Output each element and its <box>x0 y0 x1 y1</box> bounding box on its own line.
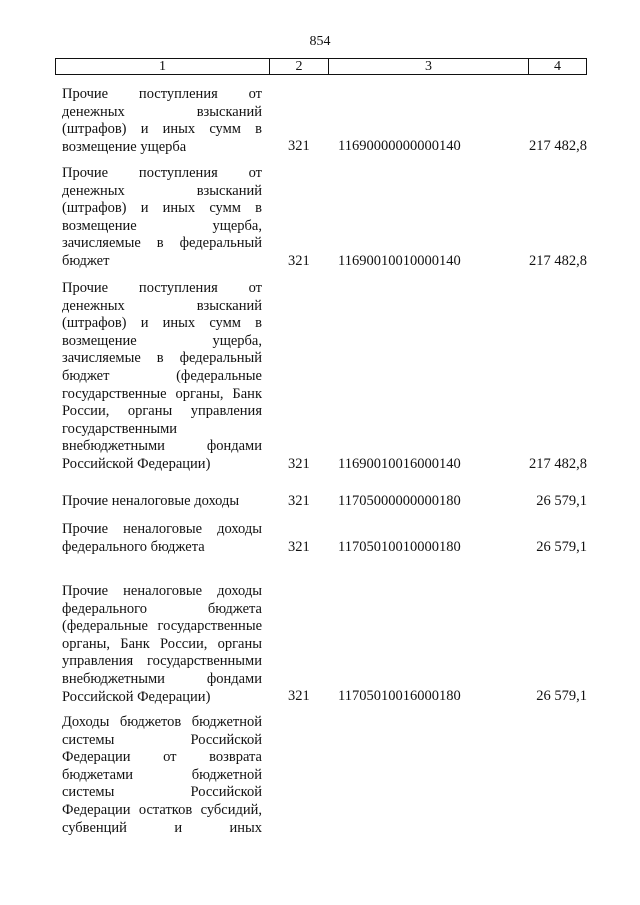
row-name-line: России, органы управления <box>62 403 262 420</box>
row-name-line: управления государственными <box>62 653 262 670</box>
row-name-line: бюджет (федеральные <box>62 367 262 384</box>
row-name <box>62 493 262 511</box>
row-kbk: 11705010016000180 <box>338 688 461 705</box>
row-code: 321 <box>288 539 310 556</box>
row-kbk: 11705000000000180 <box>338 493 461 510</box>
row-sum: 26 579,1 <box>536 539 587 556</box>
row-name-line: бюджет <box>62 252 110 269</box>
row-name-line: Федерации остатков субсидий, <box>62 801 262 818</box>
row-code: 321 <box>288 138 310 155</box>
row-sum: 26 579,1 <box>536 493 587 510</box>
row-code: 321 <box>288 493 310 510</box>
row-name-line: Прочие неналоговые доходы <box>62 521 262 537</box>
row-name <box>62 714 262 837</box>
row-name-line: денежных взысканий <box>62 182 262 199</box>
table-row <box>62 280 587 474</box>
row-name <box>62 280 262 474</box>
table-header <box>55 58 587 75</box>
row-sum: 217 482,8 <box>529 456 587 473</box>
row-name-line: (штрафов) и иных сумм в <box>62 200 262 217</box>
row-name <box>62 583 262 706</box>
header-col-4: 4 <box>554 59 561 74</box>
row-sum: 26 579,1 <box>536 688 587 705</box>
row-name-line: государственные органы, Банк <box>62 385 262 402</box>
table-row <box>62 714 587 839</box>
row-code: 321 <box>288 688 310 705</box>
row-name <box>62 86 262 156</box>
table-row <box>62 583 587 706</box>
row-name-line: денежных взысканий <box>62 297 262 314</box>
row-name-line: федерального бюджета <box>62 538 205 555</box>
row-code: 321 <box>288 456 310 473</box>
table-row <box>62 493 587 511</box>
row-name-line: Прочие поступления от <box>62 86 262 102</box>
row-name-line: возмещение ущерба <box>62 138 187 155</box>
row-name-line: зачисляемые в федеральный <box>62 350 262 367</box>
row-name <box>62 165 262 271</box>
row-name-line: системы Российской <box>62 784 262 801</box>
row-name-line: Российской Федерации) <box>62 455 211 472</box>
row-name-line: бюджетами бюджетной <box>62 766 262 783</box>
row-name-line: возмещение ущерба, <box>62 332 262 349</box>
row-sum: 217 482,8 <box>529 253 587 270</box>
table-row <box>62 165 587 271</box>
row-name-line: Прочие поступления от <box>62 280 262 296</box>
row-name-line: Доходы бюджетов бюджетной <box>62 714 262 730</box>
row-name-line: (федеральные государственные <box>62 618 262 635</box>
row-name-line: денежных взысканий <box>62 103 262 120</box>
header-col-2: 2 <box>270 59 329 74</box>
row-name-line: системы Российской <box>62 731 262 748</box>
row-name <box>62 521 262 556</box>
header-col-3: 3 <box>329 59 529 74</box>
row-kbk: 11690010016000140 <box>338 456 461 473</box>
row-name-line: государственными <box>62 420 178 437</box>
row-name-line: Прочие неналоговые доходы <box>62 583 262 599</box>
row-name-line: внебюджетными фондами <box>62 670 262 687</box>
row-name-line: (штрафов) и иных сумм в <box>62 121 262 138</box>
row-name-line: федерального бюджета <box>62 600 262 617</box>
row-name-line: внебюджетными фондами <box>62 438 262 455</box>
row-name-line: Прочие поступления от <box>62 165 262 181</box>
row-name-line: Федерации от возврата <box>62 749 262 766</box>
row-name-line: Прочие неналоговые доходы <box>62 493 240 509</box>
page-number: 854 <box>309 34 331 49</box>
row-name-line: (штрафов) и иных сумм в <box>62 315 262 332</box>
row-sum: 217 482,8 <box>529 138 587 155</box>
row-code: 321 <box>288 253 310 270</box>
row-name-line: Российской Федерации) <box>62 688 211 705</box>
row-kbk: 11690000000000140 <box>338 138 461 155</box>
row-name-line: органы, Банк России, органы <box>62 635 262 652</box>
header-col-1: 1 <box>56 59 270 74</box>
row-name-line: субвенций и иных <box>62 819 262 836</box>
row-name-line: возмещение ущерба, <box>62 217 262 234</box>
table-row <box>62 86 587 156</box>
row-kbk: 11705010010000180 <box>338 539 461 556</box>
table-row <box>62 521 587 557</box>
row-kbk: 11690010010000140 <box>338 253 461 270</box>
row-name-line: зачисляемые в федеральный <box>62 235 262 252</box>
